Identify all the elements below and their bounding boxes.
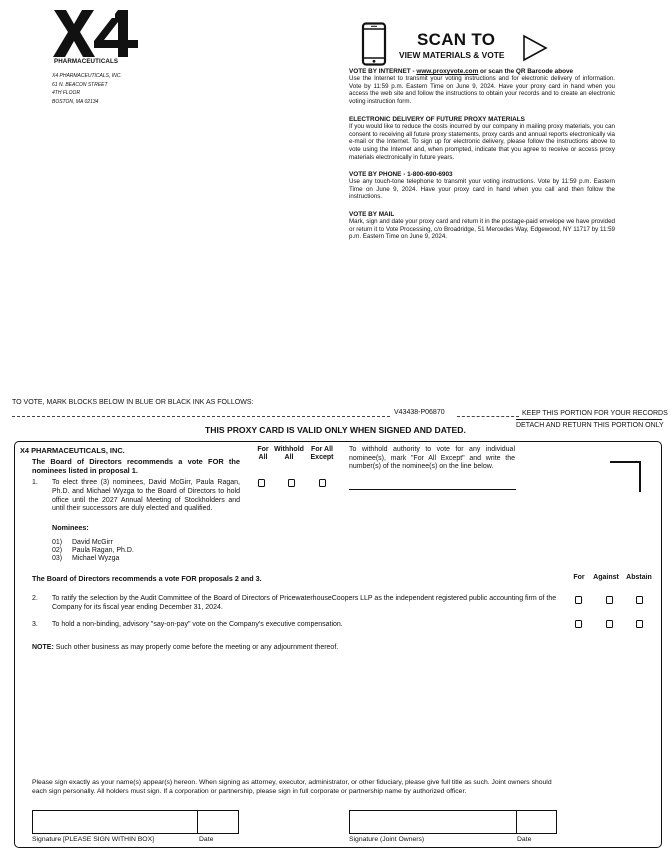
vote-internet-section [349, 68, 615, 106]
date-label: Date [199, 836, 214, 843]
proposal-2-abstain-checkbox[interactable] [636, 596, 643, 604]
vote-mail-heading: VOTE BY MAIL [349, 211, 395, 218]
vote-phone-text: Use any touch-tone telephone to transmit your voting instructions. Vote by 11:59 p.m. Eastern Time on June 9, 2024. Have your proxy card in hand when you call and then follow the instructions. [349, 178, 615, 201]
signature-box[interactable] [32, 810, 198, 834]
col-for-all-except: For All Except [310, 446, 334, 462]
detach-portion-label: DETACH AND RETURN THIS PORTION ONLY [516, 422, 664, 429]
nominee-number: 02) [52, 547, 63, 555]
edelivery-heading: ELECTRONIC DELIVERY OF FUTURE PROXY MATERIALS [349, 116, 525, 123]
proposal-1-withhold-all-checkbox[interactable] [288, 479, 295, 487]
address-line: 61 N. BEACON STREET [52, 81, 108, 88]
vote-internet-label: VOTE BY INTERNET - [349, 68, 417, 75]
joint-date-box[interactable] [516, 810, 557, 834]
proposal-1-text: To elect three (3) nominees, David McGirr, Paula Ragan, Ph.D. and Michael Wyzga to the Board of Directors to hold office until the 2027 Annual Meeting of Stockholders and until their successors are duly elected and qualified. [52, 479, 240, 513]
nominee-name: Paula Ragan, Ph.D. [72, 547, 134, 555]
vote-mail-text: Mark, sign and date your proxy card and return it in the postage-paid envelope we have provided or return it to Vote Processing, c/o Broadridge, 51 Mercedes Way, Edgewood, NY 11717 by 11:59 p.m. Eastern Time on June 9, 2024. [349, 218, 615, 241]
board-recommendation-1: The Board of Directors recommends a vote FOR the nominees listed in proposal 1. [32, 457, 240, 475]
nominee-item [52, 539, 134, 547]
nominee-item [52, 547, 134, 555]
vote-internet-label-rest: or scan the QR Barcode above [478, 68, 574, 75]
col-abstain: Abstain [626, 574, 652, 581]
vote-internet-text: Use the Internet to transmit your voting instructions and for electronic delivery of information. Vote by 11:59 p.m. Eastern Time on June 9, 2024. Have your proxy card in hand when you access the web site and follow the instructions to obtain your records and to create an electronic voting instruction form. [349, 75, 615, 106]
proposal-1-for-all-checkbox[interactable] [258, 479, 265, 487]
proposal-2-text: To ratify the selection by the Audit Committee of the Board of Directors of PricewaterhouseCoopers LLP as the independent registered public accounting firm of the Company for its fiscal year ending December 31, 2024. [52, 595, 557, 611]
nominee-number: 03) [52, 555, 63, 563]
scan-subtitle: VIEW MATERIALS & VOTE [399, 50, 505, 60]
signature-label: Signature [PLEASE SIGN WITHIN BOX] [32, 836, 155, 843]
phone-icon [360, 22, 390, 71]
except-write-in-line[interactable] [349, 489, 516, 490]
note-text: Such other business as may properly come before the meeting or any adjournment thereof. [53, 644, 339, 651]
nominee-name: Michael Wyzga [72, 555, 120, 563]
scan-title: SCAN TO [417, 30, 496, 49]
proxyvote-link[interactable]: www.proxyvote.com [416, 68, 479, 75]
note [32, 644, 338, 653]
vote-internet-heading [349, 68, 615, 75]
proposal-3-for-checkbox[interactable] [575, 620, 582, 628]
joint-signature-label: Signature (Joint Owners) [349, 836, 425, 843]
detach-line [457, 416, 519, 417]
logo-subtitle: PHARMACEUTICALS [54, 58, 119, 65]
keep-portion-label: KEEP THIS PORTION FOR YOUR RECORDS [522, 410, 668, 417]
divider [516, 419, 662, 420]
nominees-label: Nominees: [52, 523, 89, 532]
nominee-list [52, 539, 134, 564]
address-line: 4TH FLOOR [52, 90, 81, 97]
col-for: For [573, 574, 585, 581]
address-line: BOSTON, MA 02134 [52, 98, 99, 105]
registration-mark [610, 461, 641, 492]
vote-phone-section [349, 171, 615, 201]
proposal-2-against-checkbox[interactable] [606, 596, 613, 604]
mark-instructions: TO VOTE, MARK BLOCKS BELOW IN BLUE OR BLACK INK AS FOLLOWS: [12, 399, 254, 406]
nominee-number: 01) [52, 539, 63, 546]
detach-line [12, 416, 390, 417]
joint-signature-box[interactable] [349, 810, 517, 834]
proposal-3-number: 3. [32, 621, 38, 628]
nominee-item [52, 555, 134, 563]
col-for-all: For All [257, 446, 269, 462]
date-box[interactable] [197, 810, 239, 834]
proposal-2-number: 2. [32, 595, 38, 602]
joint-date-label: Date [517, 836, 532, 843]
edelivery-section [349, 116, 615, 162]
vote-mail-section [349, 211, 615, 241]
col-withhold-all: Withhold All [274, 446, 304, 462]
col-against: Against [593, 574, 619, 581]
nominee-name: David McGirr [72, 539, 113, 546]
play-arrow-icon [520, 33, 550, 68]
company-address [52, 72, 172, 106]
vote-phone-heading: VOTE BY PHONE - 1-800-690-6903 [349, 171, 453, 178]
withhold-instructions: To withhold authority to vote for any individual nominee(s), mark "For All Except" and write the number(s) of the nominee(s) on the line below. [349, 446, 515, 471]
proposal-3-text: To hold a non-binding, advisory "say-on-pay" vote on the Company's executive compensation. [52, 621, 343, 628]
proposal-2-for-checkbox[interactable] [575, 596, 582, 604]
address-line: X4 PHARMACEUTICALS, INC. [52, 73, 122, 79]
card-company-name: X4 PHARMACEUTICALS, INC. [20, 446, 125, 455]
edelivery-text: If you would like to reduce the costs incurred by our company in mailing proxy materials, you can consent to receiving all future proxy statements, proxy cards and annual reports electronically via e-mail or the Internet. To sign up for electronic delivery, please follow the instructions above to vote using the Internet and, when prompted, indicate that you agree to receive or access proxy materials electronically in future years. [349, 123, 615, 161]
note-label: NOTE: [32, 644, 54, 651]
control-number: V43438-P06870 [394, 409, 445, 416]
proposal-3-abstain-checkbox[interactable] [636, 620, 643, 628]
proposal-1-for-all-except-checkbox[interactable] [319, 479, 326, 487]
board-recommendation-2: The Board of Directors recommends a vote FOR proposals 2 and 3. [32, 574, 262, 583]
proposal-3-against-checkbox[interactable] [606, 620, 613, 628]
signing-instructions: Please sign exactly as your name(s) appear(s) hereon. When signing as attorney, executor, administrator, or other fiduciary, please give full title as such. Joint owners should each sign personally. All holders must sign. If a corporation or partnership, please sign in full corporate or partnership name by authorized officer. [32, 779, 552, 795]
valid-notice: THIS PROXY CARD IS VALID ONLY WHEN SIGNED AND DATED. [205, 425, 466, 435]
proposal-1-number: 1. [32, 479, 38, 486]
